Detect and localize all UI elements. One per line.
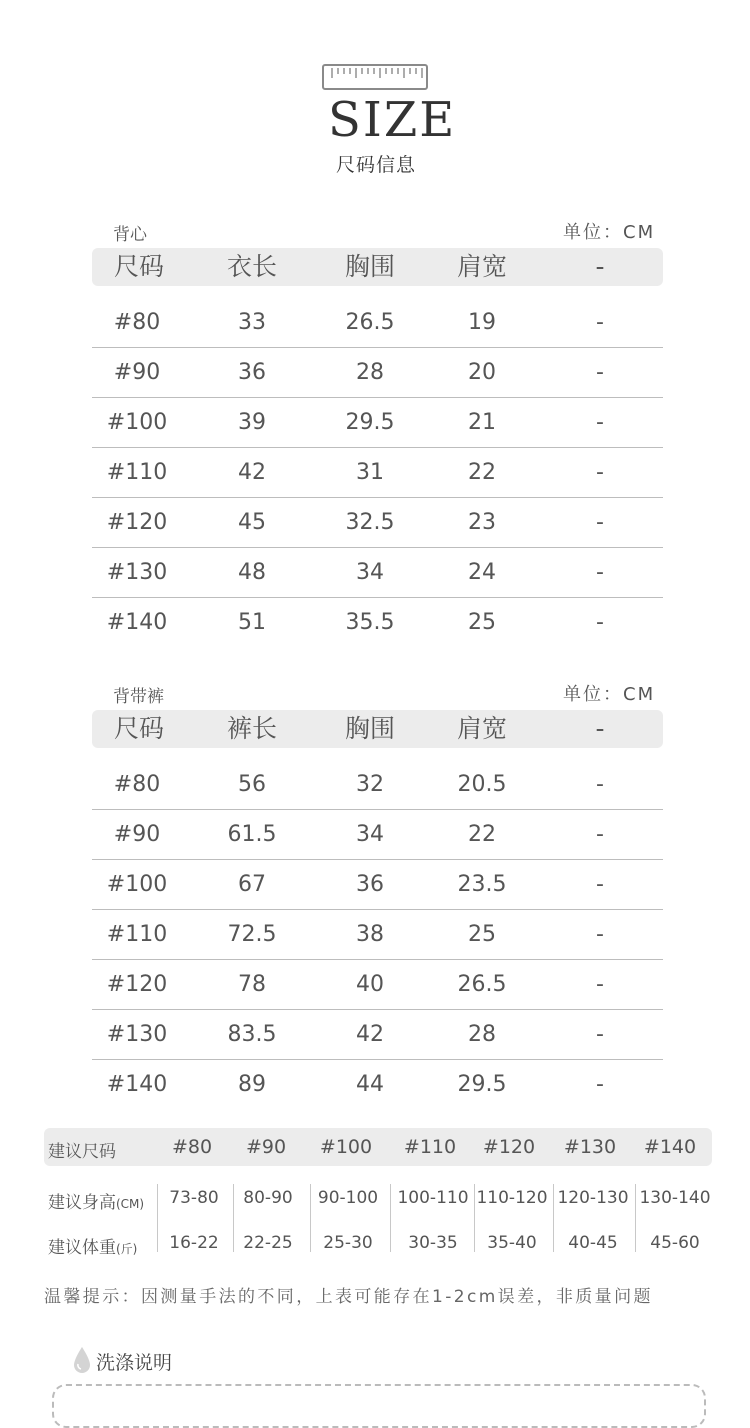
suggested-size: #120 xyxy=(482,1136,536,1158)
shoulder-cell: 28 xyxy=(468,1022,496,1047)
extra-cell: - xyxy=(596,410,604,435)
size-cell: #90 xyxy=(113,822,161,847)
size-cell: #120 xyxy=(106,510,168,535)
chest-cell: 44 xyxy=(356,1072,384,1097)
size-cell: #80 xyxy=(113,310,161,335)
size-title: SIZE xyxy=(328,92,457,148)
ruler-icon xyxy=(322,64,428,90)
overalls-size-table xyxy=(92,710,663,1112)
length-cell: 83.5 xyxy=(227,1022,277,1047)
suggested-weight: 16-22 xyxy=(169,1233,219,1253)
suggested-size: #90 xyxy=(245,1136,287,1158)
shoulder-cell: 20 xyxy=(468,360,496,385)
extra-cell: - xyxy=(596,922,604,947)
vest-unit: 单位：CM xyxy=(563,222,656,243)
length-cell: 56 xyxy=(238,772,266,797)
extra-cell: - xyxy=(596,610,604,635)
length-cell: 39 xyxy=(238,410,266,435)
measurement-tip: 温馨提示：因测量手法的不同，上表可能存在1-2cm误差，非质量问题 xyxy=(44,1287,653,1307)
length-cell: 36 xyxy=(238,360,266,385)
suggested-size: #110 xyxy=(403,1136,457,1158)
extra-cell: - xyxy=(596,822,604,847)
suggested-size-label: 建议尺码 xyxy=(48,1142,116,1162)
shoulder-cell: 21 xyxy=(468,410,496,435)
length-cell: 33 xyxy=(238,310,266,335)
extra-cell: - xyxy=(596,1072,604,1097)
chest-cell: 32.5 xyxy=(345,510,395,535)
length-cell: 48 xyxy=(238,560,266,585)
suggested-height-label xyxy=(48,1188,144,1213)
size-cell: #90 xyxy=(113,360,161,385)
table-row xyxy=(92,810,663,860)
weight-unit: (斤) xyxy=(116,1242,138,1256)
chest-cell: 35.5 xyxy=(345,610,395,635)
shoulder-cell: 25 xyxy=(468,922,496,947)
shoulder-cell: 25 xyxy=(468,610,496,635)
chest-cell: 38 xyxy=(356,922,384,947)
suggested-weight: 45-60 xyxy=(650,1233,700,1253)
suggested-height: 90-100 xyxy=(317,1188,379,1208)
chest-cell: 40 xyxy=(356,972,384,997)
chest-cell: 36 xyxy=(356,872,384,897)
table-row xyxy=(92,960,663,1010)
size-cell: #100 xyxy=(106,410,168,435)
header-cell: 胸围 xyxy=(344,714,395,743)
header-cell: - xyxy=(595,252,605,281)
suggested-size: #140 xyxy=(643,1136,697,1158)
size-cell: #140 xyxy=(106,610,168,635)
chest-cell: 34 xyxy=(356,560,384,585)
wash-title: 洗涤说明 xyxy=(96,1352,173,1374)
extra-cell: - xyxy=(596,510,604,535)
column-divider xyxy=(474,1184,475,1252)
wash-instructions-box xyxy=(52,1384,706,1428)
height-unit: (CM) xyxy=(116,1197,145,1211)
shoulder-cell: 29.5 xyxy=(457,1072,507,1097)
column-divider xyxy=(553,1184,554,1252)
extra-cell: - xyxy=(596,872,604,897)
table-row xyxy=(92,860,663,910)
size-suggestion-table xyxy=(44,1128,712,1258)
table-row xyxy=(92,1060,663,1110)
length-cell: 89 xyxy=(238,1072,266,1097)
suggested-height: 130-140 xyxy=(639,1188,711,1208)
shoulder-cell: 23 xyxy=(468,510,496,535)
length-cell: 61.5 xyxy=(227,822,277,847)
chest-cell: 31 xyxy=(356,460,384,485)
column-divider xyxy=(635,1184,636,1252)
suggested-height: 80-90 xyxy=(243,1188,293,1208)
size-cell: #100 xyxy=(106,872,168,897)
chest-cell: 34 xyxy=(356,822,384,847)
extra-cell: - xyxy=(596,1022,604,1047)
length-cell: 42 xyxy=(238,460,266,485)
size-logo xyxy=(322,64,457,176)
length-cell: 51 xyxy=(238,610,266,635)
shoulder-cell: 20.5 xyxy=(457,772,507,797)
suggested-height: 100-110 xyxy=(397,1188,469,1208)
extra-cell: - xyxy=(596,460,604,485)
suggested-size: #80 xyxy=(171,1136,213,1158)
vest-section-title: 背心 xyxy=(113,225,147,245)
chest-cell: 29.5 xyxy=(345,410,395,435)
extra-cell: - xyxy=(596,560,604,585)
size-cell: #120 xyxy=(106,972,168,997)
size-cell: #110 xyxy=(106,460,168,485)
header-cell: 尺码 xyxy=(113,714,164,743)
table-row xyxy=(92,548,663,598)
table-row xyxy=(92,1010,663,1060)
length-cell: 67 xyxy=(238,872,266,897)
chest-cell: 28 xyxy=(356,360,384,385)
column-divider xyxy=(310,1184,311,1252)
column-divider xyxy=(157,1184,158,1252)
shoulder-cell: 24 xyxy=(468,560,496,585)
shoulder-cell: 26.5 xyxy=(457,972,507,997)
size-subtitle: 尺码信息 xyxy=(335,154,416,176)
suggested-height: 120-130 xyxy=(557,1188,629,1208)
suggested-weight: 35-40 xyxy=(487,1233,537,1253)
suggested-weight: 30-35 xyxy=(408,1233,458,1253)
header-cell: 尺码 xyxy=(113,252,164,281)
shoulder-cell: 19 xyxy=(468,310,496,335)
size-cell: #130 xyxy=(106,1022,168,1047)
vest-size-table xyxy=(92,248,663,650)
header-cell: 肩宽 xyxy=(456,714,507,743)
chest-cell: 42 xyxy=(356,1022,384,1047)
chest-cell: 26.5 xyxy=(345,310,395,335)
extra-cell: - xyxy=(596,972,604,997)
height-label-text: 建议身高 xyxy=(48,1193,116,1213)
column-divider xyxy=(390,1184,391,1252)
table-row xyxy=(92,298,663,348)
size-cell: #130 xyxy=(106,560,168,585)
size-cell: #80 xyxy=(113,772,161,797)
length-cell: 45 xyxy=(238,510,266,535)
chest-cell: 32 xyxy=(356,772,384,797)
table-header xyxy=(92,248,663,286)
extra-cell: - xyxy=(596,360,604,385)
header-cell: 胸围 xyxy=(344,252,395,281)
suggested-weight: 40-45 xyxy=(568,1233,618,1253)
table-row xyxy=(92,448,663,498)
shoulder-cell: 22 xyxy=(468,460,496,485)
header-cell: 肩宽 xyxy=(456,252,507,281)
table-row xyxy=(92,760,663,810)
table-row xyxy=(92,498,663,548)
weight-label-text: 建议体重 xyxy=(48,1238,116,1258)
header-cell: 衣长 xyxy=(226,252,277,281)
suggested-weight: 22-25 xyxy=(243,1233,293,1253)
extra-cell: - xyxy=(596,772,604,797)
table-row xyxy=(92,398,663,448)
size-cell: #110 xyxy=(106,922,168,947)
column-divider xyxy=(233,1184,234,1252)
suggested-size: #100 xyxy=(319,1136,373,1158)
suggested-height: 110-120 xyxy=(476,1188,548,1208)
table-row xyxy=(92,910,663,960)
overalls-section-title: 背带裤 xyxy=(113,687,164,707)
table-header xyxy=(92,710,663,748)
suggested-height: 73-80 xyxy=(169,1188,219,1208)
length-cell: 78 xyxy=(238,972,266,997)
suggested-size: #130 xyxy=(563,1136,617,1158)
length-cell: 72.5 xyxy=(227,922,277,947)
overalls-unit: 单位：CM xyxy=(563,684,656,705)
header-cell: - xyxy=(595,714,605,743)
header-cell: 裤长 xyxy=(226,714,277,743)
water-drop-icon xyxy=(72,1346,92,1374)
extra-cell: - xyxy=(596,310,604,335)
suggested-weight-label xyxy=(48,1233,137,1258)
table-row xyxy=(92,598,663,648)
table-row xyxy=(92,348,663,398)
size-cell: #140 xyxy=(106,1072,168,1097)
shoulder-cell: 22 xyxy=(468,822,496,847)
suggested-weight: 25-30 xyxy=(323,1233,373,1253)
shoulder-cell: 23.5 xyxy=(457,872,507,897)
